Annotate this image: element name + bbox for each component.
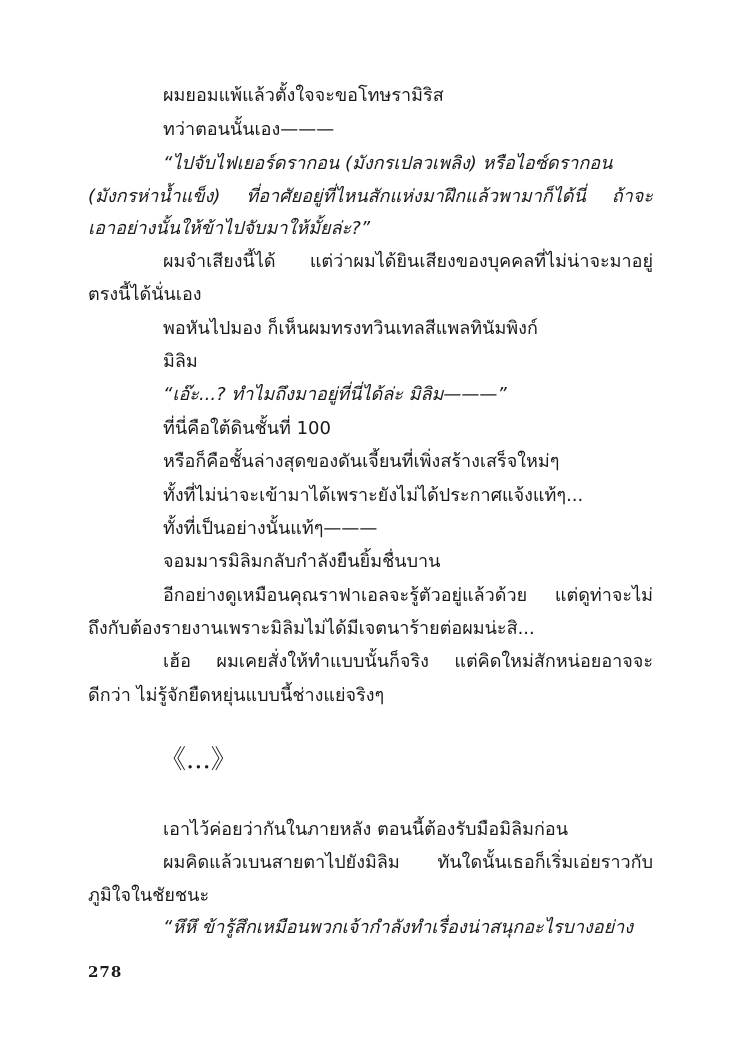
paragraph-line: จอมมารมิลิมกลับกำลังยืนยิ้มชื่นบาน bbox=[163, 551, 441, 572]
paragraph-line: หรือก็คือชั้นล่างสุดของดันเจี้ยนที่เพิ่งสร้างเสร็จใหม่ๆ bbox=[163, 451, 560, 472]
paragraph-line: ที่นี่คือใต้ดินชั้นที่ 100 bbox=[163, 418, 331, 439]
paragraph-line: ผมคิดแล้วเบนสายตาไปยังมิลิม ทันใดนั้นเธอก็เริ่มเอ่ยราวกับ bbox=[163, 852, 653, 873]
paragraph-line: ตรงนี้ได้นั่นเอง bbox=[88, 284, 202, 305]
paragraph-line: อีกอย่างดูเหมือนคุณราฟาเอลจะรู้ตัวอยู่แล้วด้วย แต่ดูท่าจะไม่ bbox=[163, 585, 653, 606]
paragraph-line: ผมยอมแพ้แล้วตั้งใจจะขอโทษรามิริส bbox=[163, 85, 444, 106]
paragraph-line: ภูมิใจในชัยชนะ bbox=[88, 885, 210, 906]
section-break-mark: 《...》 bbox=[160, 745, 237, 775]
paragraph-line: ทั้งที่เป็นอย่างนั้นแท้ๆ——— bbox=[163, 518, 378, 539]
dialogue-line: เอาอย่างนั้นให้ข้าไปจับมาให้มั้ยล่ะ?” bbox=[88, 218, 371, 239]
dialogue-line: “เอ๊ะ...? ทำไมถึงมาอยู่ที่นี่ได้ล่ะ มิลิม———” bbox=[163, 384, 507, 405]
paragraph-line: พอหันไปมอง ก็เห็นผมทรงทวินเทลสีแพลทินัมพิงก์ bbox=[163, 318, 538, 339]
dialogue-line: (มังกรห่าน้ำแข็ง) ที่อาศัยอยู่ที่ไหนสักแห่งมาฝึกแล้วพามาก็ได้นี่ ถ้าจะ bbox=[88, 186, 653, 207]
paragraph-line: เอาไว้ค่อยว่ากันในภายหลัง ตอนนี้ต้องรับมือมิลิมก่อน bbox=[163, 819, 569, 840]
dialogue-line: “หึหึ ข้ารู้สึกเหมือนพวกเจ้ากำลังทำเรื่องน่าสนุกอะไรบางอย่าง bbox=[163, 917, 634, 938]
paragraph-line: เฮ้อ ผมเคยสั่งให้ทำแบบนั้นก็จริง แต่คิดใหม่สักหน่อยอาจจะ bbox=[163, 651, 653, 672]
dialogue-line: “ไปจับไฟเยอร์ดรากอน (มังกรเปลวเพลิง) หรือไอซ์ดรากอน bbox=[163, 153, 613, 174]
paragraph-line: ผมจำเสียงนี้ได้ แต่ว่าผมได้ยินเสียงของบุคคลที่ไม่น่าจะมาอยู่ bbox=[163, 251, 653, 272]
paragraph-line: ทว่าตอนนั้นเอง——— bbox=[163, 119, 335, 140]
page-number: 278 bbox=[88, 963, 123, 981]
paragraph-line: ถึงกับต้องรายงานเพราะมิลิมไม่ได้มีเจตนาร้ายต่อผมน่ะสิ... bbox=[88, 618, 535, 639]
paragraph-line: ดีกว่า ไม่รู้จักยืดหยุ่นแบบนี้ช่างแย่จริงๆ bbox=[88, 685, 385, 706]
paragraph-line: มิลิม bbox=[163, 351, 198, 372]
paragraph-line: ทั้งที่ไม่น่าจะเข้ามาได้เพราะยังไม่ได้ประกาศแจ้งแท้ๆ... bbox=[163, 485, 584, 506]
